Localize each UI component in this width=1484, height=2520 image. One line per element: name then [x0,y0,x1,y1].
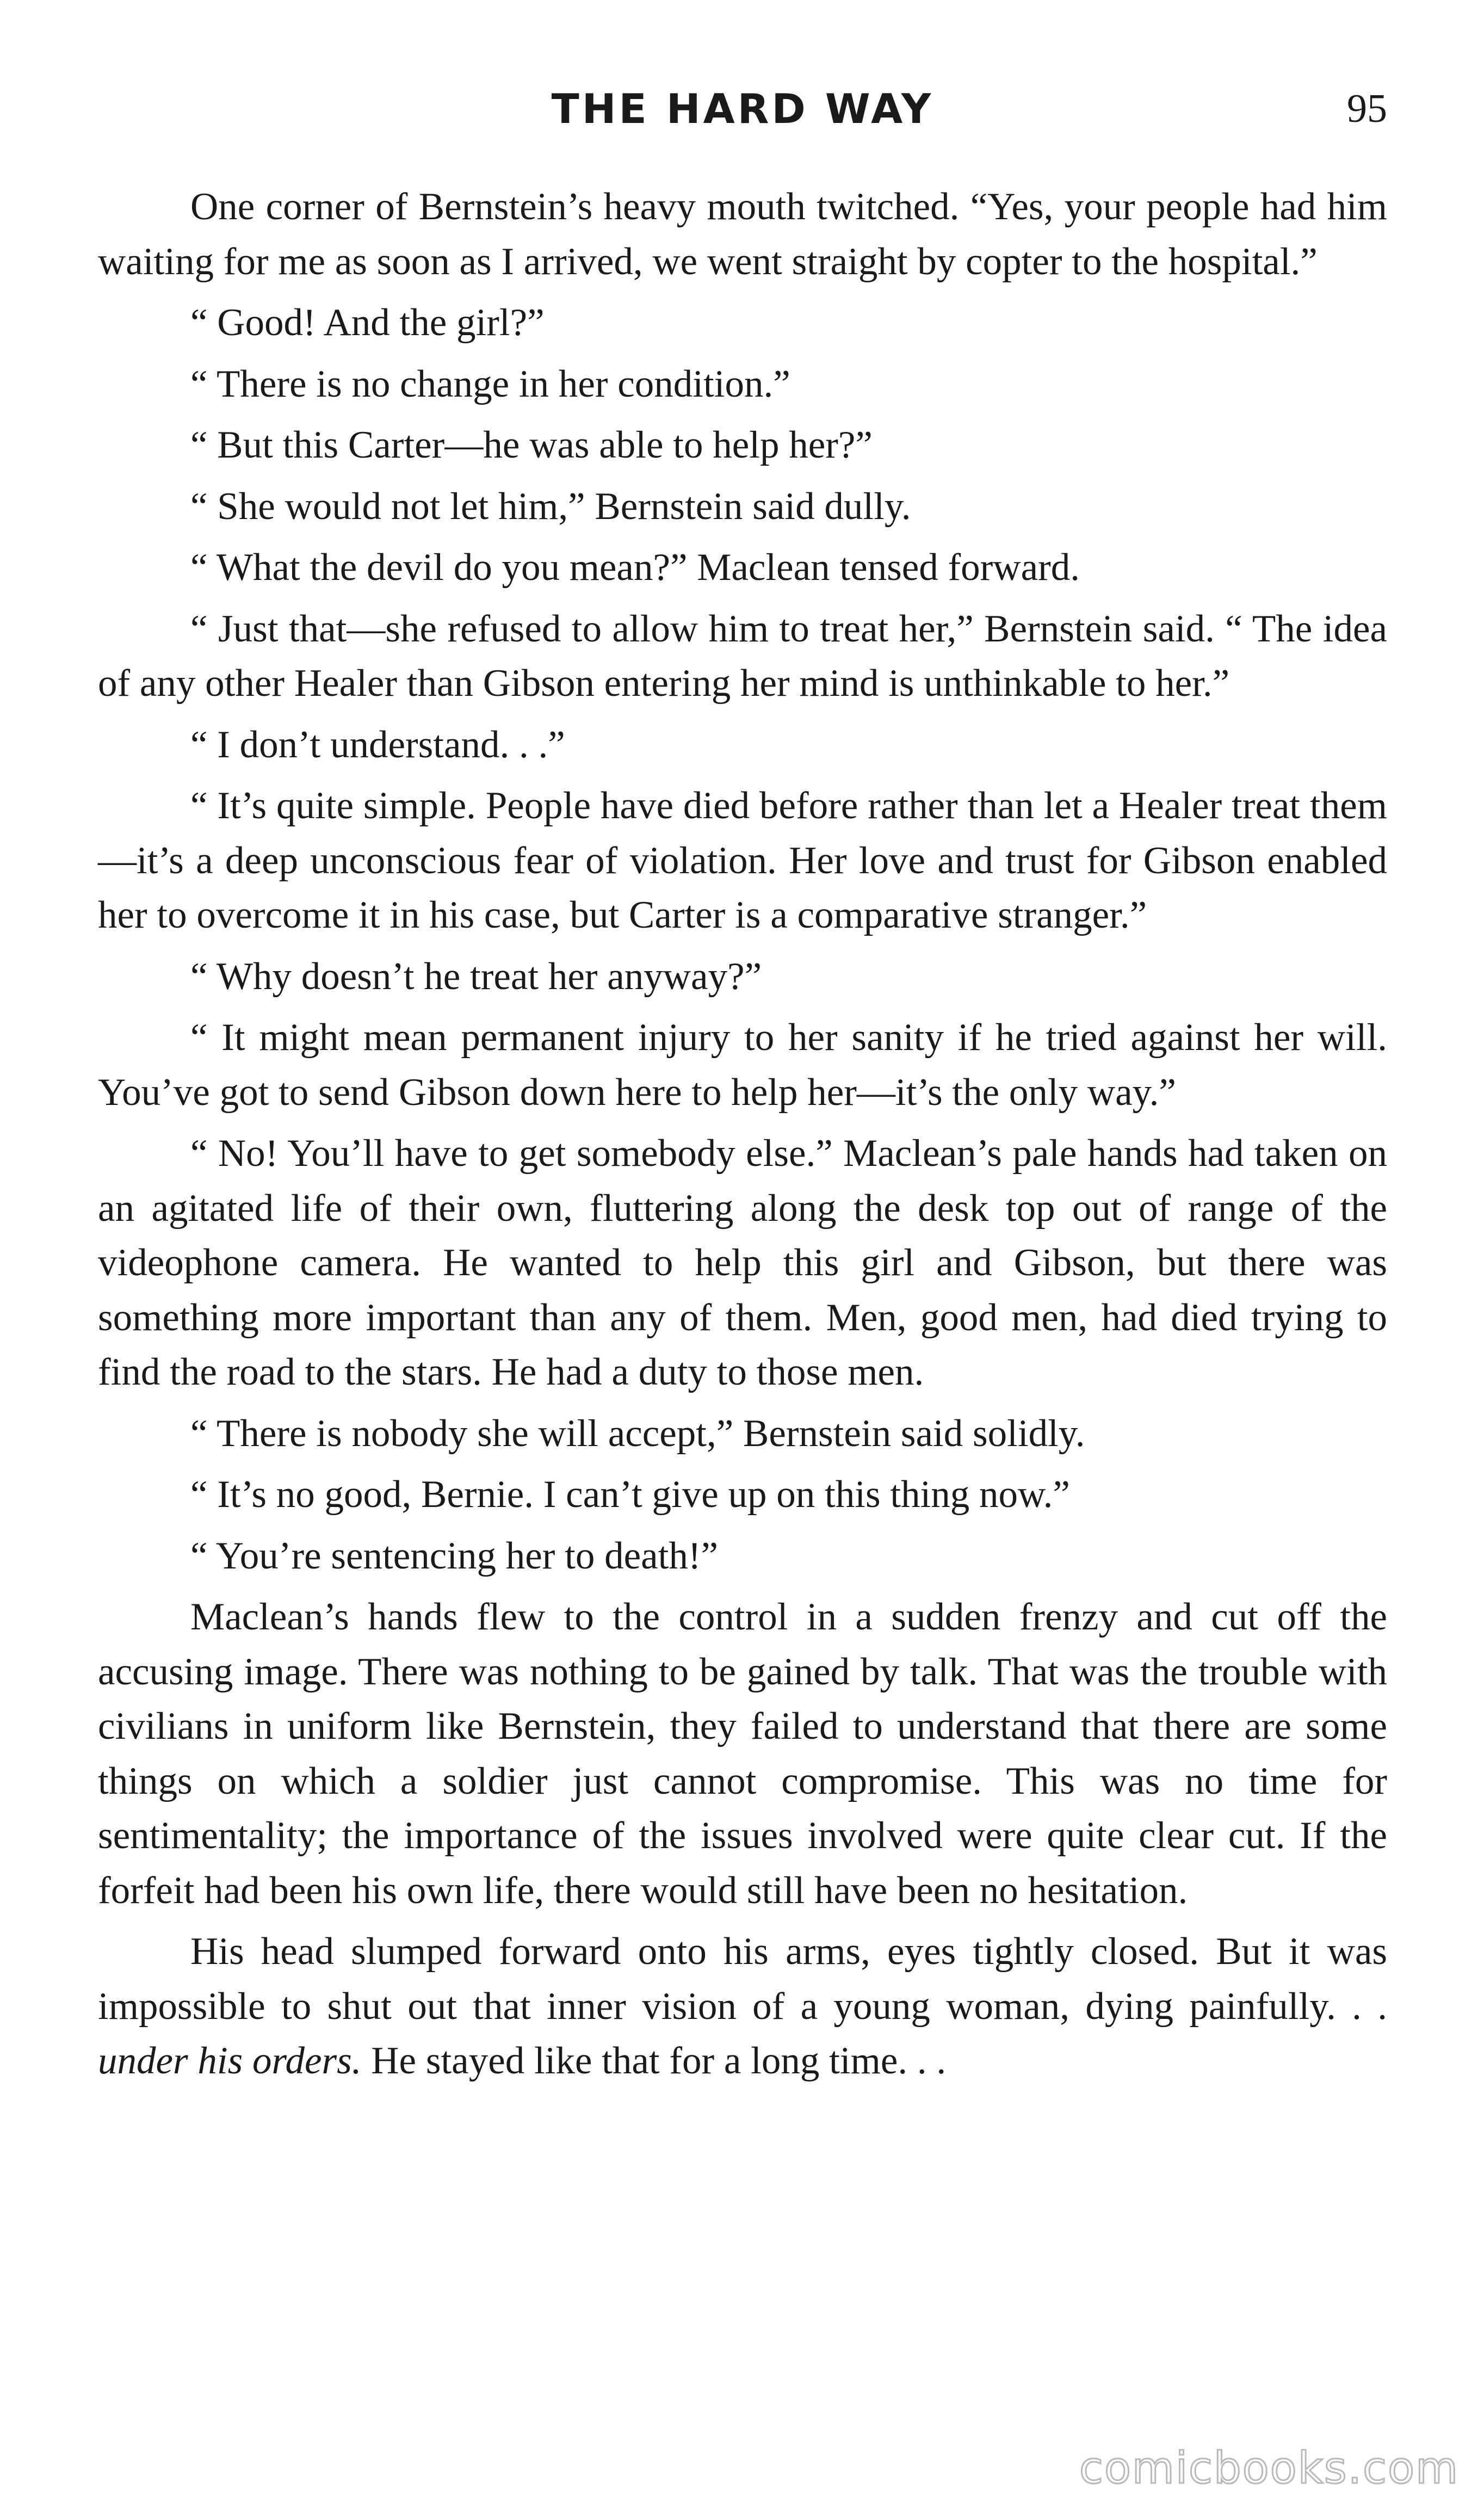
final-paragraph-emphasis: under his orders. [98,2040,362,2082]
paragraph: “ But this Carter—he was able to help her?” [190,424,873,466]
body-text [98,180,1387,2089]
paragraph: “ No! You’ll have to get somebody else.” Maclean’s pale hands had taken on an agitated life of their own, fluttering along the desk top out of range of the videophone camera. He wanted to help this girl and Gibson, but there was something more important than any of them. Men, good men, had died trying to find the road to the stars. He had a duty to those men. [98,1132,1387,1393]
watermark-logo: comicbooks.com [1079,2443,1459,2493]
running-head [98,82,1387,141]
paragraph: “ It’s no good, Bernie. I can’t give up on this thing now.” [190,1473,1070,1516]
final-paragraph-end: He stayed like that for a long time. . . [361,2040,947,2082]
page-number: 95 [1347,87,1387,131]
paragraph: “ Good! And the girl?” [190,301,545,344]
paragraph: “ It’s quite simple. People have died before rather than let a Healer treat them—it’s a deep unconscious fear of violation. Her love and trust for Gibson enabled her to overcome it in his case, but Carter is a comparative stranger.” [98,785,1387,936]
final-paragraph-start: His head slumped forward onto his arms, eyes tightly closed. But it was impossible to shut out that inner vision of a young woman, dying painfully. . . [98,1930,1387,2028]
chapter-title: THE HARD WAY [551,85,934,133]
paragraph: “ What the devil do you mean?” Maclean tensed forward. [190,546,1080,589]
paragraph: “ Just that—she refused to allow him to treat her,” Bernstein said. “ The idea of any other Healer than Gibson entering her mind is unthinkable to her.” [98,607,1387,705]
paragraph: “ There is no change in her condition.” [190,362,790,405]
paragraph: “ She would not let him,” Bernstein said dully. [190,485,911,528]
final-paragraph [98,1924,1387,2089]
paragraph: “ You’re sentencing her to death!” [190,1534,719,1577]
paragraph: “ Why doesn’t he treat her anyway?” [190,955,762,998]
paragraph: Maclean’s hands flew to the control in a sudden frenzy and cut off the accusing image. There was nothing to be gained by talk. That was the trouble with civilians in uniform like Bernstein, they failed to understand that there are some things on which a soldier just cannot compromise. This was no time for sentimentality; the importance of the issues involved were quite clear cut. If the forfeit had been his own life, there would still have been no hesitation. [98,1596,1387,1912]
paragraph: “ There is nobody she will accept,” Bernstein said solidly. [190,1412,1085,1455]
paragraph: “ I don’t understand. . .” [190,723,565,766]
paragraph: One corner of Bernstein’s heavy mouth twitched. “Yes, your people had him waiting for me as soon as I arrived, we went straight by copter to the hospital.” [98,186,1387,283]
paragraph: “ It might mean permanent injury to her sanity if he tried against her will. You’ve got to send Gibson down here to help her—it’s the only way.” [98,1016,1387,1114]
